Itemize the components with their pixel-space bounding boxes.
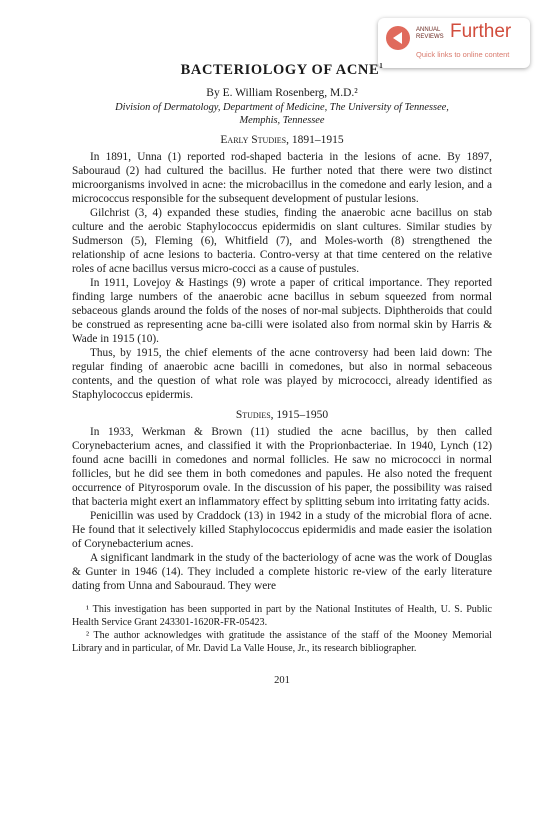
article-title: BACTERIOLOGY OF ACNE$^1$ bbox=[180, 62, 384, 78]
author-line: By E. William Rosenberg, M.D.² bbox=[206, 87, 358, 99]
paragraph-2: Gilchrist (3, 4) expanded these studies, finding the anaerobic acne bacillus on stab culture and the aerobic Staphylococcus epidermidis on slant cultures. Similar studies by Sudmerson (5), Fleming (6), Whitfield (7), and Moles-worth (8) strengthened the relationship of acne lesions to bacteria. Contro-versy at that time centered on the relative roles of acne bacillus versus micro-cocci as a cause of pustules. bbox=[72, 207, 492, 275]
page-number: 201 bbox=[274, 675, 290, 686]
footnote-2: ² The author acknowledges with gratitude the assistance of the staff of the Mooney Memorial Library and in particular, of Mr. David La Valle House, Jr., its research bibliographer. bbox=[72, 630, 492, 654]
paragraph-1: In 1891, Unna (1) reported rod-shaped bacteria in the lesions of acne. By 1897, Sabouraud (2) had cultured the bacillus. He further noted that there were two distinct microorganisms involved in acne: the microbacillus in the comedone and early lesion, and a micrococcus responsible for the subsequent development of pustular lesions. bbox=[72, 151, 492, 205]
section-heading-studies-1915-1950: Studies, 1915–1950 bbox=[235, 409, 329, 421]
banner-subtitle: Quick links to online content bbox=[416, 50, 510, 59]
paragraph-6: Penicillin was used by Craddock (13) in 1942 in a study of the microbial flora of acne. He found that it selectively killed Staphylococcus epidermidis and made easier the isolation of Corynebacterium acnes. bbox=[72, 510, 492, 550]
further-banner[interactable] bbox=[378, 18, 530, 71]
paragraph-4: Thus, by 1915, the chief elements of the acne controversy had been laid down: The regular finding of anaerobic acne bacilli in comedones, but also in normal sebaceous contents, and the question of what role was played by micrococci, already identified as Staphylococcus epidermis. bbox=[72, 347, 492, 401]
banner-further: Further bbox=[450, 21, 512, 42]
title-footnote-marker: 1 bbox=[379, 62, 384, 71]
affiliation-line-2: Memphis, Tennessee bbox=[239, 115, 325, 126]
article-page bbox=[72, 62, 492, 686]
affiliation bbox=[72, 101, 492, 127]
paragraph-3: In 1911, Lovejoy & Hastings (9) wrote a paper of critical importance. They reported finding large numbers of the anaerobic acne bacillus in sebum squeezed from normal sebaceous glands around the folds of the noses of nor-mal subjects. Diphtheroids that could be construed as representing acne ba-cilli were isolated also from normal skin by Harris & Wade in 1915 (10). bbox=[72, 277, 492, 345]
section-heading-early-studies: Early Studies, 1891–1915 bbox=[220, 134, 344, 146]
annual-reviews-logo-icon bbox=[386, 26, 410, 50]
affiliation-line-1: Division of Dermatology, Department of Medicine, The University of Tennessee, bbox=[115, 102, 449, 113]
paragraph-5: In 1933, Werkman & Brown (11) studied the acne bacillus, by then called Corynebacterium acnes, and classified it with the Proprionbacteriae. In 1940, Lynch (12) found acne bacilli in comedones and normal follicles. He saw no micrococci in normal follicles, but he did see them in both comedones and papules. He also noted the frequent occurrence of Pityrosporum ovale. In the discussion of his paper, the possibility was raised that bacteria might exert an inflammatory effect by splitting sebum into irritating fatty acids. bbox=[72, 426, 492, 508]
footnotes bbox=[72, 603, 492, 655]
footnote-1: ¹ This investigation has been supported in part by the National Institutes of Health, U. S. Public Health Service Grant 243301-1620R-FR-05423. bbox=[72, 604, 492, 628]
paragraph-7: A significant landmark in the study of the bacteriology of acne was the work of Douglas & Gunter in 1946 (14). They included a complete historic re-view of the early literature dating from Unna and Sabouraud. They were bbox=[72, 552, 492, 592]
banner-annual-reviews: ANNUAL REVIEWS bbox=[416, 27, 444, 40]
